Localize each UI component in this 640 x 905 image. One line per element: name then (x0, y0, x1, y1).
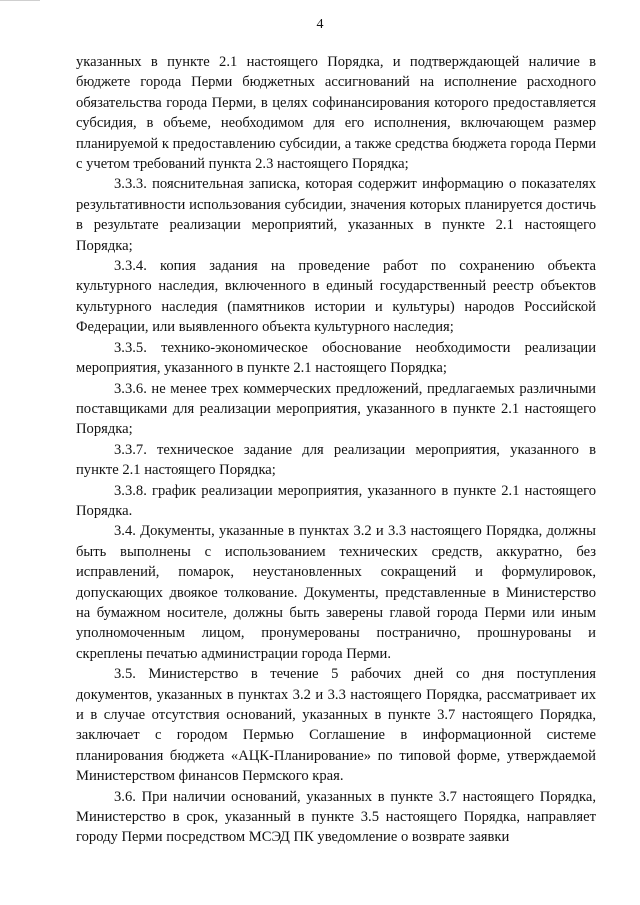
paragraph-3-5: 3.5. Министерство в течение 5 рабочих дней со дня поступления документов, указанных в пунктах 3.2 и 3.3 настоящего Порядка, рассматривает их и в случае отсутствия оснований, указанных в пункте 3.7 настоящего Порядка, заключает с городом Пермью Соглашение в информационной системе планирования бюджета «АЦК-Планирование» по типовой форме, утверждаемой Министерством финансов Пермского края. (76, 666, 596, 785)
paragraph-3-4: 3.4. Документы, указанные в пунктах 3.2 и 3.3 настоящего Порядка, должны быть выполнены с использованием технических средств, аккуратно, без исправлений, помарок, неустановленных сокращений и формулировок, допускающих двоякое толкование. Документы, представленные в Министерство на бумажном носителе, должны быть заверены главой города Перми или иным уполномоченным лицом, пронумерованы постранично, прошнурованы и скреплены печатью администрации города Перми. (76, 523, 596, 662)
paragraph-3-3-8: 3.3.8. график реализации мероприятия, указанного в пункте 2.1 настоящего Порядка. (76, 482, 596, 519)
paragraph-3-3-5: 3.3.5. технико-экономическое обоснование необходимости реализации мероприятия, указанного в пункте 2.1 настоящего Порядка; (76, 339, 596, 377)
paragraph-3-3-4: 3.3.4. копия задания на проведение работ по сохранению объекта культурного наследия, включенного в единый государственный реестр объектов культурного наследия (памятников истории и культуры) народов Российской Федерации, или выявленного объекта культурного наследия; (76, 258, 596, 336)
paragraph-3-3-7: 3.3.7. техническое задание для реализации мероприятия, указанного в пункте 2.1 настоящего Порядка; (76, 441, 596, 479)
paragraph-3-3-3: 3.3.3. пояснительная записка, которая содержит информацию о показателях результативности использования субсидии, значения которых планируется достичь в результате реализации мероприятий, указанных в пункте 2.1 настоящего Порядка; (76, 176, 596, 254)
paragraph-3-3-6: 3.3.6. не менее трех коммерческих предложений, предлагаемых различными поставщиками для реализации мероприятия, указанного в пункте 2.1 настоящего Порядка; (76, 380, 596, 438)
document-body (76, 52, 596, 848)
scan-edge-line (0, 0, 40, 1)
paragraph-continuation: указанных в пункте 2.1 настоящего Порядка, и подтверждающей наличие в бюджете города Перми бюджетных ассигнований на исполнение расходного обязательства города Перми, в целях софинансирования которого предоставляется субсидия, в объеме, необходимом для его исполнения, включающем размер планируемой к предоставлению субсидии, а также средства бюджета города Перми с учетом требований пункта 2.3 настоящего Порядка; (76, 54, 596, 173)
page-number: 4 (316, 17, 324, 32)
paragraph-3-6: 3.6. При наличии оснований, указанных в пункте 3.7 настоящего Порядка, Министерство в срок, указанный в пункте 3.5 настоящего Порядка, направляет городу Перми посредством МСЭД ПК уведомление о возврате заявки (76, 788, 596, 846)
